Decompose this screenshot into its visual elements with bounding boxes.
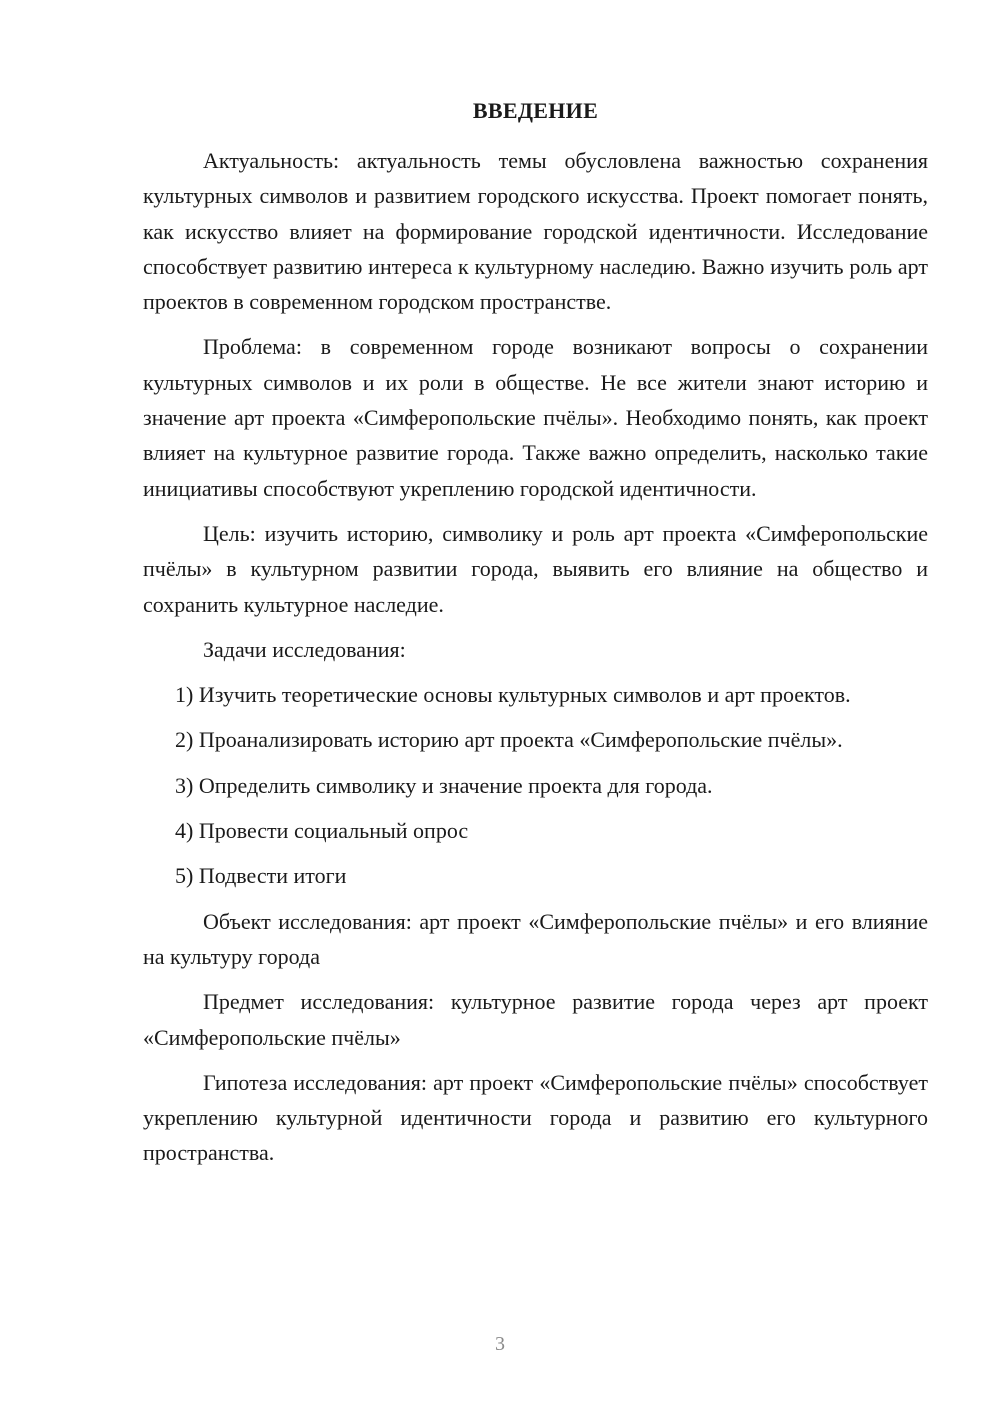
paragraph-tasks-heading: Задачи исследования: [203,636,406,662]
paragraph-relevance: Актуальность: актуальность темы обусловлена важностью сохранения культурных символов и развитием городского искусства. Проект помогает понять, как искусство влияет на формирование городской идентичности. Исследование способствует развитию интереса к культурному наследию. Важно изучить роль арт проектов в современном городском пространстве. [143,148,928,315]
task-item-5: 5) Подвести итоги [175,863,347,889]
paragraph-hypothesis: Гипотеза исследования: арт проект «Симферопольские пчёлы» способствует укреплению культурной идентичности города и развитию его культурного пространства. [143,1069,928,1166]
task-item-3: 3) Определить символику и значение проекта для города. [175,772,713,798]
paragraph-problem: Проблема: в современном городе возникают вопросы о сохранении культурных символов и их роли в обществе. Не все жители знают историю и значение арт проекта «Симферопольские пчёлы». Необходимо понять, как проект влияет на культурное развитие города. Также важно определить, насколько такие инициативы способствуют укреплению городской идентичности. [143,334,928,501]
page-number: 3 [495,1333,505,1355]
task-item-1: 1) Изучить теоретические основы культурных символов и арт проектов. [175,682,851,708]
paragraph-object: Объект исследования: арт проект «Симферопольские пчёлы» и его влияние на культуру города [143,908,928,969]
task-item-2: 2) Проанализировать историю арт проекта «Симферопольские пчёлы». [175,727,843,753]
task-item-4: 4) Провести социальный опрос [175,818,469,844]
page-title: ВВЕДЕНИЕ [472,98,599,123]
paragraph-subject: Предмет исследования: культурное развитие города через арт проект «Симферопольские пчёлы» [143,989,928,1050]
document-page [143,95,928,1181]
paragraph-goal: Цель: изучить историю, символику и роль арт проекта «Симферопольские пчёлы» в культурном развитии города, выявить его влияние на общество и сохранить культурное наследие. [143,520,928,617]
